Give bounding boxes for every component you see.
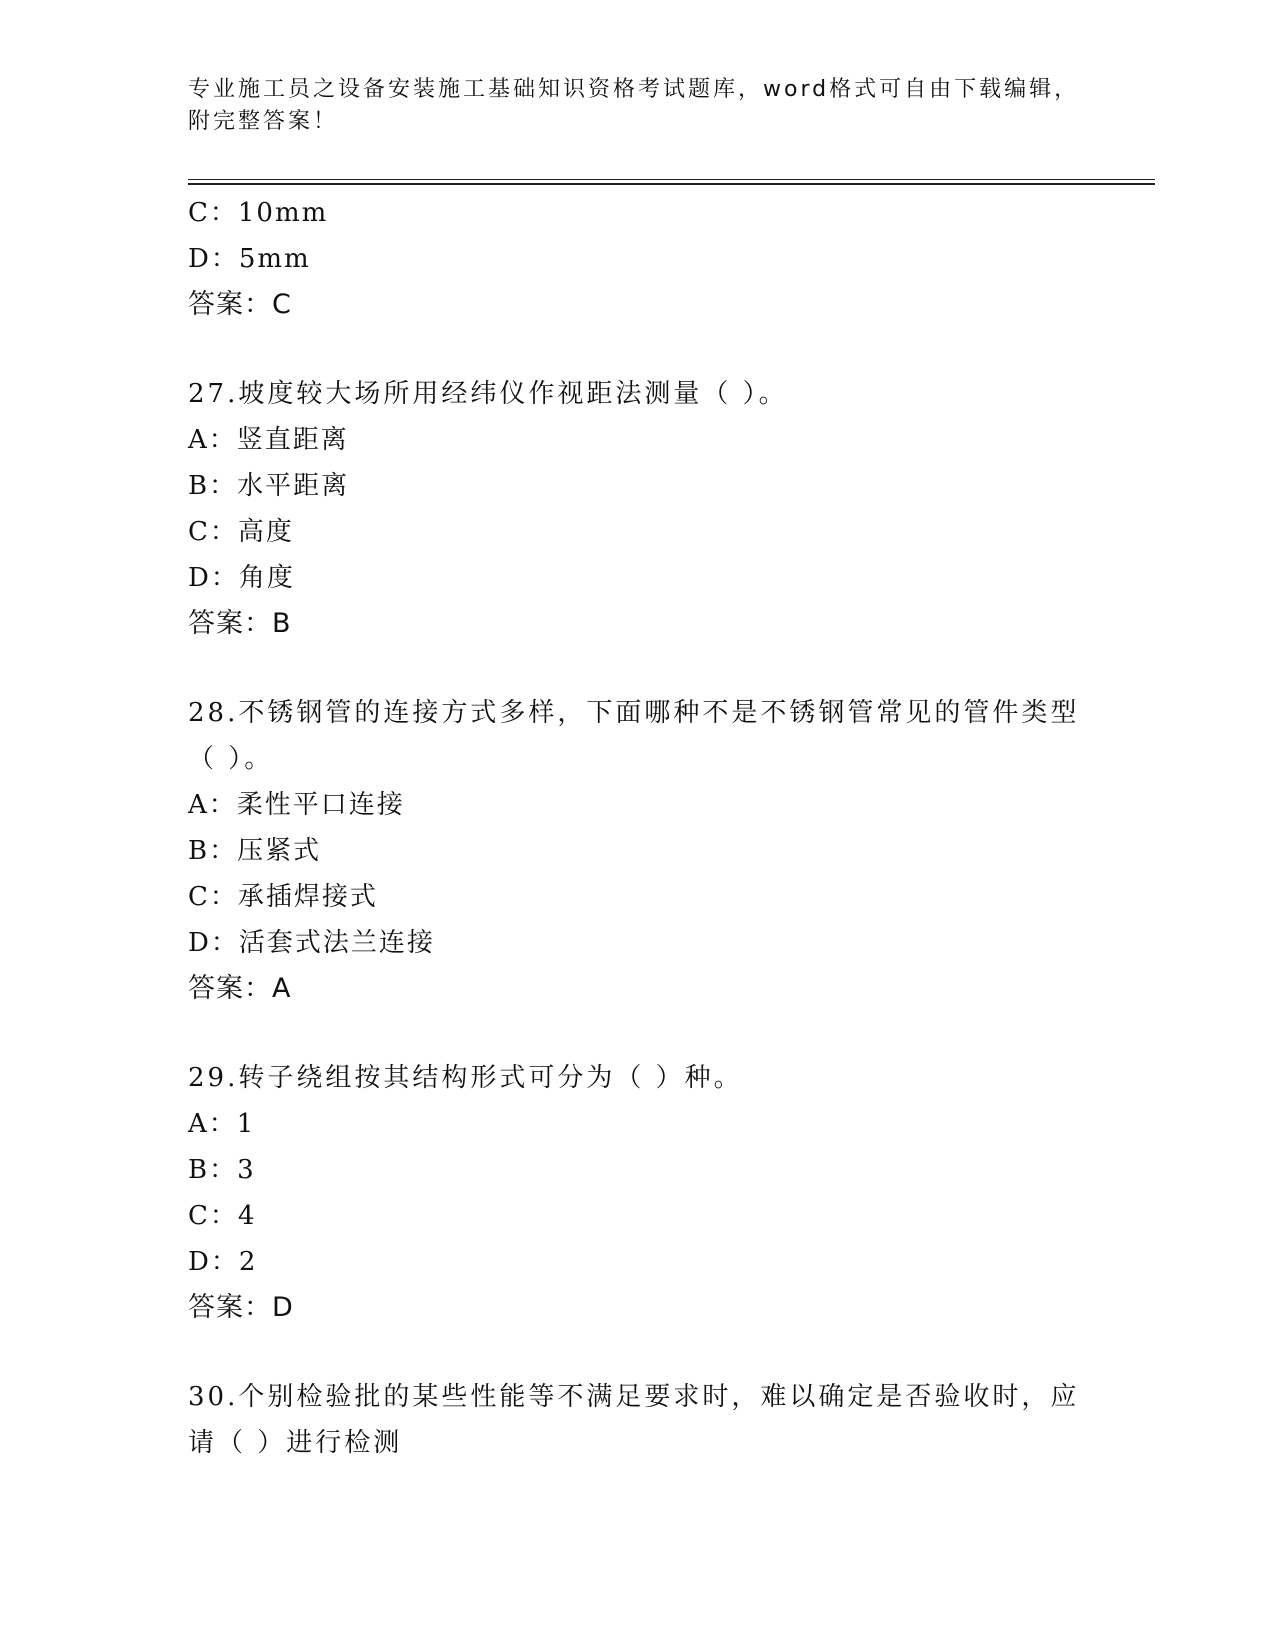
question-28	[188, 690, 1088, 1012]
question-list	[188, 190, 1088, 1466]
answer: 答案：A	[188, 973, 292, 1004]
option-b: B：压紧式	[188, 836, 322, 866]
question-stem	[188, 1374, 1088, 1466]
previous-question-tail	[188, 190, 1088, 328]
option-b: B：3	[188, 1155, 256, 1185]
header-line-1: 专业施工员之设备安装施工基础知识资格考试题库，word格式可自由下载编辑，	[188, 77, 1080, 102]
option-d: D：角度	[188, 563, 295, 593]
header-divider-thin	[188, 179, 1155, 180]
answer: 答案：B	[188, 608, 292, 639]
option-d: D：5mm	[188, 244, 311, 274]
question-stem	[188, 371, 1088, 417]
question-29	[188, 1055, 1088, 1331]
question-30	[188, 1374, 1088, 1466]
option-a: A：竖直距离	[188, 425, 349, 455]
option-c: C：4	[188, 1201, 257, 1231]
question-stem	[188, 1055, 1088, 1101]
option-d: D：2	[188, 1247, 258, 1277]
stem-line: （ ）。	[188, 744, 274, 774]
stem-line: 28.不锈钢管的连接方式多样，下面哪种不是不锈钢管常见的管件类型	[188, 698, 1080, 728]
stem-line: 30.个别检验批的某些性能等不满足要求时，难以确定是否验收时，应	[188, 1382, 1080, 1412]
answer: 答案：C	[188, 289, 292, 320]
header-divider-thick	[188, 183, 1155, 185]
header-line-2: 附完整答案！	[188, 109, 339, 134]
option-c: C：承插焊接式	[188, 882, 378, 912]
option-c: C：10mm	[188, 198, 329, 228]
document-header	[188, 74, 1088, 138]
question-stem	[188, 690, 1088, 782]
option-c: C：高度	[188, 517, 294, 547]
stem-line: 27.坡度较大场所用经纬仪作视距法测量（ ）。	[188, 379, 788, 409]
option-a: A：1	[188, 1109, 256, 1139]
option-a: A：柔性平口连接	[188, 790, 405, 820]
option-b: B：水平距离	[188, 471, 350, 501]
stem-line: 29.转子绕组按其结构形式可分为（ ）种。	[188, 1063, 743, 1093]
question-27	[188, 371, 1088, 647]
answer: 答案：D	[188, 1292, 294, 1323]
option-d: D：活套式法兰连接	[188, 928, 435, 958]
stem-line: 请（ ）进行检测	[188, 1428, 403, 1458]
